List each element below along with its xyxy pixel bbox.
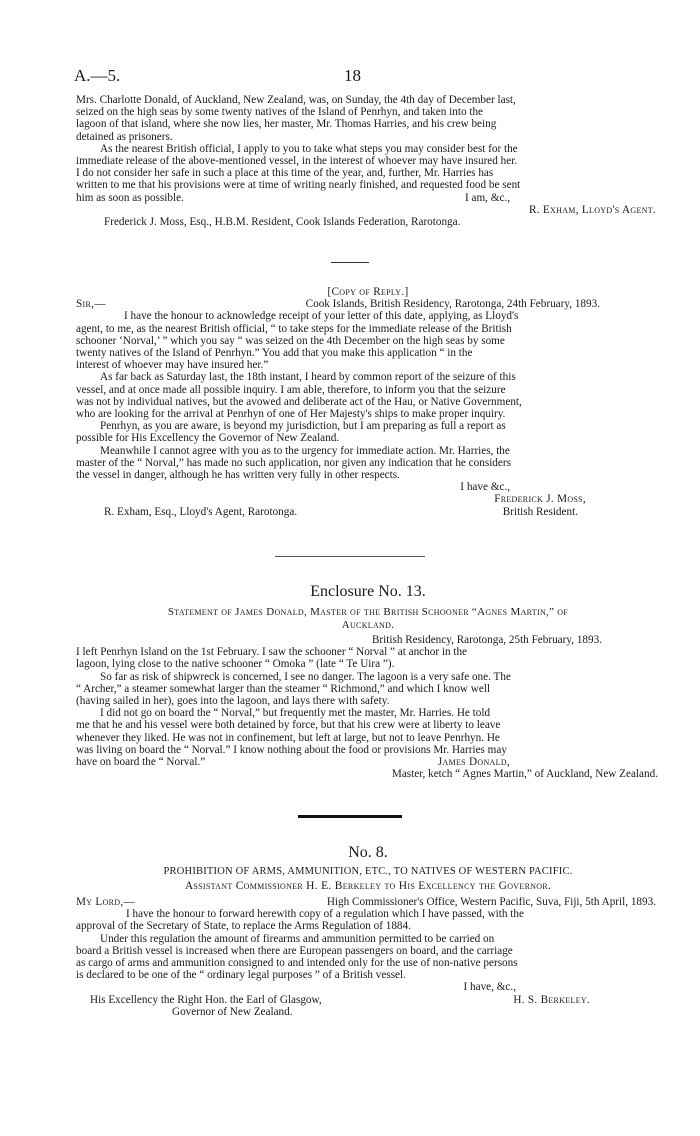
body-line: board a British vessel is increased when there are European passengers on board, and the carriage bbox=[76, 944, 513, 957]
body-line: whenever they liked. He was not in confinement, but left at large, but not to leave Penrhyn. He bbox=[76, 731, 500, 744]
section-divider bbox=[331, 262, 369, 263]
place-date: High Commissioner's Office, Western Pacific, Suva, Fiji, 5th April, 1893. bbox=[326, 896, 656, 908]
body-line: agent, to me, as the nearest British official, “ to take steps for the immediate release of the British bbox=[76, 322, 512, 335]
signature: James Donald, bbox=[437, 756, 510, 769]
body-line: interest of whoever may have insured her.” bbox=[76, 359, 269, 372]
closing: I am, &c., bbox=[464, 191, 510, 204]
body-line: is declared to be one of the “ ordinary legal purposes ” of a British vessel. bbox=[76, 969, 406, 982]
body-line: possible for His Excellency the Governor of New Zealand. bbox=[76, 432, 340, 445]
body-line: have on board the “ Norval.” bbox=[76, 756, 206, 769]
body-line: (having sailed in her), goes into the lagoon, and lays there with safety. bbox=[76, 695, 390, 708]
closing-row bbox=[76, 192, 660, 204]
addressee: His Excellency the Right Hon. the Earl of Glasgow, bbox=[90, 993, 322, 1006]
body-line: I did not go on board the “ Norval,” but frequently met the master, Mr. Harries. He told bbox=[100, 707, 491, 720]
body-line: As far back as Saturday last, the 18th instant, I heard by common report of the seizure of this bbox=[100, 371, 516, 384]
body-line: lagoon of that island, where she now lies, her master, Mr. Thomas Harries, and his crew being bbox=[76, 118, 497, 131]
body-line: I have the honour to acknowledge receipt of your letter of this date, applying, as Lloyd's bbox=[124, 310, 519, 323]
body-line: Meanwhile I cannot agree with you as to the urgency for immediate action. Mr. Harries, the bbox=[100, 444, 510, 457]
body-line: was not by individual natives, but the avowed and deliberate act of the Hau, or Native Government, bbox=[76, 395, 522, 408]
body-line: “ Archer,” a steamer somewhat larger than the steamer “ Richmond,” and which I know well bbox=[76, 682, 491, 695]
salutation-row bbox=[76, 896, 660, 908]
body-line: As the nearest British official, I apply to you to take what steps you may consider best for the bbox=[100, 142, 518, 155]
addressee-row bbox=[76, 506, 660, 518]
body-line: I do not consider her safe in such a place at this time of the year, and, further, Mr. Harries has bbox=[76, 167, 494, 180]
place-date: Cook Islands, British Residency, Rarotonga, 24th February, 1893. bbox=[305, 298, 600, 311]
no8-letter bbox=[76, 896, 660, 1018]
body-line: schooner ‘Norval,’ ” which you say “ was seized on the 4th December on the high seas by some bbox=[76, 334, 505, 347]
signature-row bbox=[76, 756, 660, 768]
signature: R. Exham, Lloyd's Agent. bbox=[528, 203, 656, 216]
addressee: Frederick J. Moss, Esq., H.B.M. Resident, Cook Islands Federation, Rarotonga. bbox=[104, 216, 461, 229]
body-line: I have the honour to forward herewith copy of a regulation which I have passed, with the bbox=[126, 908, 524, 921]
body-line: vessel, and at once made all possible inquiry. I am able, therefore, to inform you that the seizure bbox=[76, 383, 506, 396]
section-divider-thick bbox=[298, 815, 402, 818]
section-subtitle: PROHIBITION OF ARMS, AMMUNITION, ETC., TO NATIVES OF WESTERN PACIFIC. bbox=[163, 866, 573, 877]
body-line: seized on the high seas by some twenty natives of the Island of Penrhyn, and taken into the bbox=[76, 106, 484, 119]
body-line: So far as risk of shipwreck is concerned, I see no danger. The lagoon is a very safe one. The bbox=[100, 670, 511, 683]
section-divider bbox=[275, 556, 425, 557]
signature-title: Master, ketch “ Agnes Martin,” of Auckland, New Zealand. bbox=[391, 768, 658, 781]
signature-title: British Resident. bbox=[502, 505, 578, 518]
body-line: who are looking for the arrival at Penrhyn of one of Her Majesty's ships to make proper inquiry. bbox=[76, 408, 506, 421]
body-line: twenty natives of the Island of Penrhyn.” You add that you make this application “ in the bbox=[76, 347, 473, 360]
body-line: lagoon, lying close to the native schooner “ Omoka ” (late “ Te Uira ”). bbox=[76, 658, 395, 671]
section-title: No. 8. bbox=[348, 844, 388, 861]
salutation: Sir,— bbox=[76, 298, 106, 311]
body-line: Under this regulation the amount of firearms and ammunition permitted to be carried on bbox=[100, 932, 495, 945]
addressee: Governor of New Zealand. bbox=[172, 1005, 293, 1018]
page-number: 18 bbox=[344, 66, 361, 85]
enclosure-statement bbox=[76, 634, 660, 780]
body-line: written to me that his provisions were at time of writing nearly finished, and requested food be sent bbox=[76, 179, 521, 192]
body-line: him as soon as possible. bbox=[76, 191, 184, 204]
body-line: I left Penrhyn Island on the 1st February. I saw the schooner “ Norval ” at anchor in the bbox=[76, 646, 468, 659]
signature: Frederick J. Moss, bbox=[494, 493, 586, 506]
closing: I have, &c., bbox=[463, 981, 516, 994]
body-line: me that he and his vessel were both detained by force, but that his crew were at liberty to leave bbox=[76, 719, 501, 732]
addressee: R. Exham, Esq., Lloyd's Agent, Rarotonga. bbox=[104, 505, 298, 518]
body-line: approval of the Secretary of State, to replace the Arms Regulation of 1884. bbox=[76, 920, 411, 933]
reply-heading: [Copy of Reply.] bbox=[327, 286, 409, 298]
body-line: as cargo of arms and ammunition consigned to and intended only for the use of non-native persons bbox=[76, 957, 518, 970]
body-line: Mrs. Charlotte Donald, of Auckland, New Zealand, was, on Sunday, the 4th day of December last, bbox=[76, 94, 516, 106]
salutation: My Lord,— bbox=[76, 896, 135, 908]
salutation-row bbox=[76, 298, 660, 310]
body-line: master of the “ Norval,” has made no such application, nor given any indication that he considers bbox=[76, 456, 511, 469]
from-to-line: Assistant Commissioner H. E. Berkeley to His Excellency the Governor. bbox=[184, 880, 552, 892]
body-line: was living on board the “ Norval.” I know nothing about the food or provisions Mr. Harries may bbox=[76, 743, 507, 756]
reply-letter bbox=[76, 286, 660, 518]
letter-exham bbox=[76, 94, 660, 228]
body-line: immediate release of the above-mentioned vessel, in the interest of whoever may have insured her. bbox=[76, 155, 518, 168]
signature: H. S. Berkeley. bbox=[513, 993, 590, 1006]
addressee-row bbox=[76, 994, 660, 1006]
body-line: the vessel in danger, although he has written very fully in other respects. bbox=[76, 469, 400, 482]
closing: I have &c., bbox=[460, 481, 510, 494]
body-line: Penrhyn, as you are aware, is beyond my jurisdiction, but I am preparing as full a report as bbox=[100, 420, 506, 433]
document-reference: A.—5. bbox=[74, 66, 121, 85]
body-line: detained as prisoners. bbox=[76, 130, 173, 143]
enclosure-title: Enclosure No. 13. bbox=[310, 583, 426, 600]
enclosure-subtitle: Statement of James Donald, Master of the British Schooner “Agnes Martin,” of Auckland. bbox=[167, 606, 569, 631]
place-date: British Residency, Rarotonga, 25th February, 1893. bbox=[371, 634, 602, 646]
